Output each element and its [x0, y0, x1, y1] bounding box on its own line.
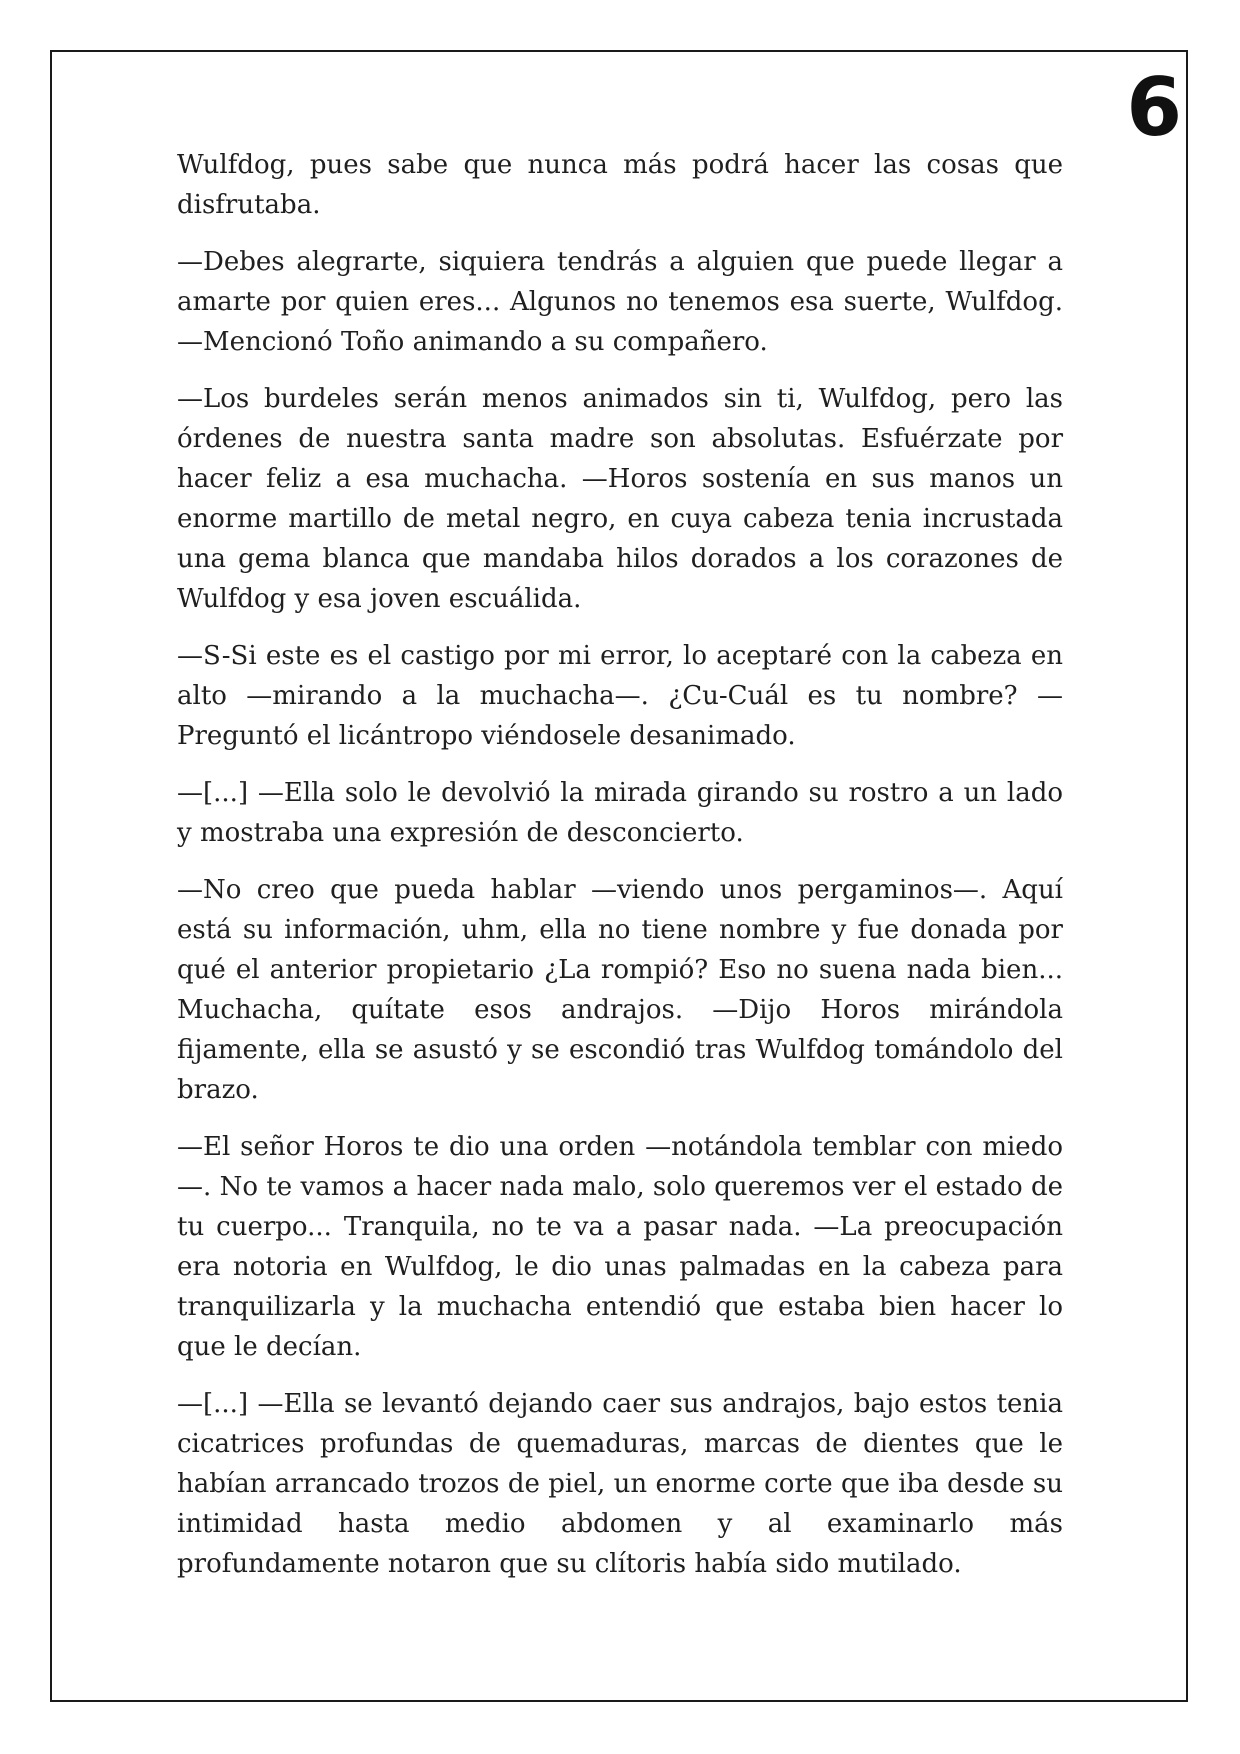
paragraph-8: —[...] —Ella se levantó dejando caer sus andrajos, bajo estos tenia cicatrices profundas de quemaduras, marcas de dientes que le habían arrancado trozos de piel, un enorme corte que iba desde su intimidad hasta medio abdomen y al examinarlo más profundamente notaron que su clítoris había sido mutilado.: [177, 1389, 1063, 1579]
paragraph-2: —Debes alegrarte, siquiera tendrás a alguien que puede llegar a amarte por quien eres... Algunos no tenemos esa suerte, Wulfdog. —Mencionó Toño animando a su compañero.: [177, 247, 1063, 357]
paragraph-6: —No creo que pueda hablar —viendo unos pergaminos—. Aquí está su información, uhm, ella no tiene nombre y fue donada por qué el anterior propietario ¿La rompió? Eso no suena nada bien... Muchacha, quítate esos andrajos. —Dijo Horos mirándola fijamente, ella se asustó y se escondió tras Wulfdog tomándolo del brazo.: [177, 875, 1063, 1105]
body-text: [177, 145, 1063, 1601]
paragraph-4: —S-Si este es el castigo por mi error, lo aceptaré con la cabeza en alto —mirando a la muchacha—. ¿Cu-Cuál es tu nombre? —Preguntó el licántropo viéndosele desanimado.: [177, 641, 1063, 751]
page-number: 6: [1126, 61, 1182, 154]
paragraph-1: Wulfdog, pues sabe que nunca más podrá hacer las cosas que disfrutaba.: [177, 150, 1063, 220]
paragraph-5: —[...] —Ella solo le devolvió la mirada girando su rostro a un lado y mostraba una expresión de desconcierto.: [177, 778, 1063, 848]
paragraph-3: —Los burdeles serán menos animados sin ti, Wulfdog, pero las órdenes de nuestra santa madre son absolutas. Esfuérzate por hacer feliz a esa muchacha. —Horos sostenía en sus manos un enorme martillo de metal negro, en cuya cabeza tenia incrustada una gema blanca que mandaba hilos dorados a los corazones de Wulfdog y esa joven escuálida.: [177, 384, 1063, 614]
paragraph-7: —El señor Horos te dio una orden —notándola temblar con miedo—. No te vamos a hacer nada malo, solo queremos ver el estado de tu cuerpo... Tranquila, no te va a pasar nada. —La preocupación era notoria en Wulfdog, le dio unas palmadas en la cabeza para tranquilizarla y la muchacha entendió que estaba bien hacer lo que le decían.: [177, 1132, 1063, 1362]
